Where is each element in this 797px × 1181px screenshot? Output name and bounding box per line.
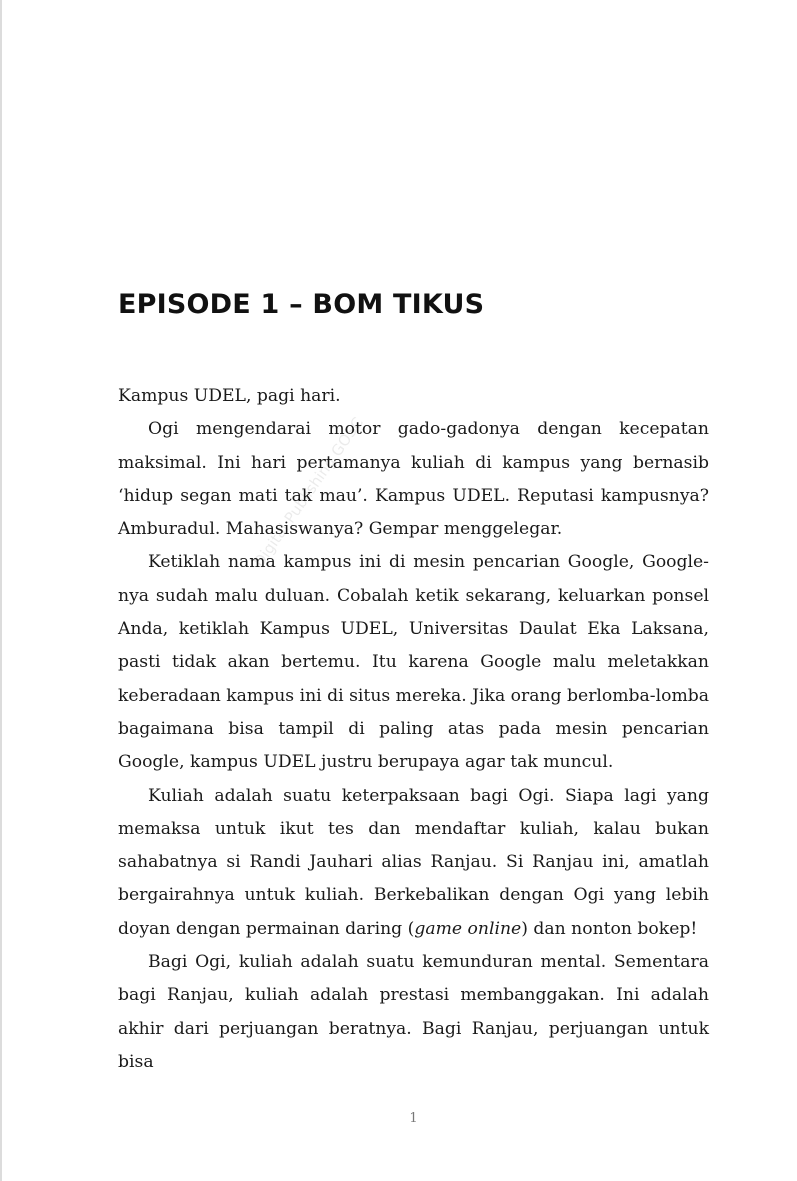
paragraph-text: Kuliah adalah suatu keterpaksaan bagi Ogi. Siapa lagi yang memaksa untuk ikut tes dan mendaftar kuliah, kalau bukan sahabatnya si Randi Jauhari alias Ranjau. Si Ranjau ini, amatlah bergairahnya untuk kuliah. Berkebalikan dengan Ogi yang lebih doyan dengan permainan daring ( [118,785,709,939]
italic-term: game online [414,918,522,939]
paragraph-text: ) dan nonton bokep! [521,918,698,939]
page-edge [0,0,2,1181]
chapter-body [118,380,709,1079]
page-number: 1 [409,1111,418,1126]
chapter-title: EPISODE 1 – BOM TIKUS [118,289,485,320]
watermark: Digital Publishing GOSC [250,413,368,571]
paragraph: Bagi Ogi, kuliah adalah suatu kemunduran mental. Sementara bagi Ranjau, kuliah adalah prestasi membanggakan. Ini adalah akhir dari perjuangan beratnya. Bagi Ranjau, perjuangan untuk bisa [118,952,709,1072]
paragraph-opening-line: Kampus UDEL, pagi hari. [118,386,341,406]
paragraph [118,780,709,946]
paragraph: Ogi mengendarai motor gado-gadonya dengan kecepatan maksimal. Ini hari pertamanya kuliah di kampus yang bernasib ‘hidup segan mati tak mau’. Kampus UDEL. Reputasi kampusnya? Amburadul. Mahasiswanya? Gempar menggelegar. [118,419,709,540]
paragraph: Ketiklah nama kampus ini di mesin pencarian Google, Google-nya sudah malu duluan. Cobalah ketik sekarang, keluarkan ponsel Anda, ketiklah Kampus UDEL, Universitas Daulat Eka Laksana, pasti tidak akan bertemu. Itu karena Google malu meletakkan keberadaan kampus ini di situs mereka. Jika orang berlomba-lomba bagaimana bisa tampil di paling atas pada mesin pencarian Google, kampus UDEL justru berupaya agar tak muncul. [118,552,709,773]
